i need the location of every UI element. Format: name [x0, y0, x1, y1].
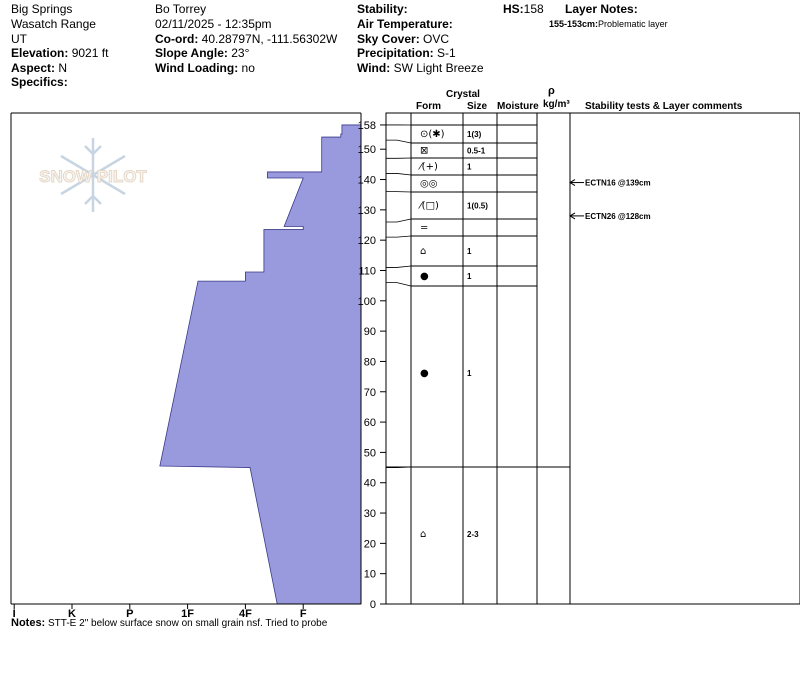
hardness-tick-label: 4F [238, 608, 252, 620]
notes-text: STT-E 2" below surface snow on small grain nsf. Tried to probe [48, 618, 328, 629]
aspect-value: N [58, 61, 68, 75]
datetime: 02/11/2025 - 12:35pm [155, 17, 272, 31]
slope-value: 23° [231, 46, 250, 60]
precip-value: S-1 [437, 46, 456, 60]
grain-size-value: 1 [467, 272, 472, 281]
depth-tick-label: 150 [357, 144, 376, 157]
grain-form-symbol: ⌂ [420, 246, 427, 257]
depth-tick-label: 10 [363, 568, 376, 581]
depth-tick-label: 140 [357, 174, 376, 187]
location: Big Springs [11, 2, 73, 16]
depth-tick-label: 130 [357, 204, 376, 217]
sky-value: OVC [423, 32, 450, 46]
layer-depth-connector [386, 219, 411, 222]
layer-table [386, 113, 800, 604]
layer-notes-label: Layer Notes: [565, 2, 638, 16]
grain-form-symbol: ⁄(□) [420, 200, 439, 212]
aspect-label: Aspect: [11, 61, 56, 75]
stability-test-label: ECTN26 @128cm [585, 211, 651, 221]
layer-note-text: Problematic layer [598, 19, 668, 29]
col-size: Size [467, 101, 488, 112]
elevation-value: 9021 ft [71, 46, 109, 60]
precip-label: Precipitation: [357, 46, 434, 60]
depth-tick-label: 100 [357, 295, 376, 308]
grain-size-value: 1(3) [467, 130, 482, 139]
col-crystal: Crystal [446, 89, 480, 100]
grain-size-value: 1(0.5) [467, 201, 488, 211]
layer-depth-connector [386, 266, 411, 267]
wind-loading-value: no [241, 61, 255, 75]
layer-depth-connector [386, 173, 411, 175]
grain-form-symbol: ⁄(+) [420, 161, 438, 173]
notes-label: Notes: [11, 617, 46, 629]
depth-tick-label: 40 [363, 477, 376, 490]
slope-label: Slope Angle: [155, 46, 228, 60]
grain-size-value: 1 [467, 247, 472, 256]
col-moisture: Moisture [497, 101, 539, 112]
depth-tick-label: 30 [363, 508, 376, 521]
hardness-profile [160, 125, 361, 604]
grain-size-value: 0.5-1 [467, 146, 486, 156]
hardness-area [160, 125, 361, 604]
state: UT [11, 32, 27, 46]
depth-tick-label: 70 [363, 386, 376, 399]
grain-form-symbol: ◎◎ [420, 178, 438, 190]
wind-loading-label: Wind Loading: [155, 61, 239, 75]
stability-label: Stability: [357, 2, 408, 16]
col-density-unit: kg/m³ [543, 99, 570, 110]
hardness-tick-label: F [299, 608, 307, 620]
elevation-label: Elevation: [11, 46, 69, 60]
coord-value: 40.28797N, -111.56302W [201, 32, 338, 46]
layer-depth-connector [386, 283, 411, 286]
stability-test-label: ECTN16 @139cm [585, 178, 651, 188]
grain-form-symbol: ● [420, 271, 429, 282]
grain-form-symbol: ⊙(✱) [420, 129, 445, 140]
hs-value: 158 [523, 2, 544, 16]
hardness-tick-label: I [12, 608, 16, 620]
hs-label: HS: [503, 2, 524, 16]
snowpilot-watermark [39, 138, 147, 212]
specifics-label: Specifics: [11, 75, 68, 89]
layer-depth-connector [386, 140, 411, 143]
layer-depth-connector [386, 236, 411, 237]
sky-label: Sky Cover: [357, 32, 420, 46]
grain-form-symbol: ⌂ [420, 529, 427, 540]
depth-tick-label: 120 [357, 235, 376, 248]
depth-tick-label: 158 [357, 119, 376, 132]
depth-tick-label: 50 [363, 447, 376, 460]
grain-size-value: 1 [467, 369, 472, 378]
grain-form-symbol: ⊠ [420, 145, 429, 157]
hardness-tick-label: P [126, 608, 134, 620]
grain-form-symbol: ● [420, 368, 429, 379]
depth-tick-label: 110 [358, 265, 376, 278]
col-form: Form [416, 101, 441, 112]
air-temp-label: Air Temperature: [357, 17, 453, 31]
coord-label: Co-ord: [155, 32, 199, 46]
wind-label: Wind: [357, 61, 391, 75]
watermark-text: SNOW PILOT [39, 167, 147, 186]
depth-tick-label: 90 [363, 326, 376, 339]
hardness-tick-label: 1F [181, 608, 195, 620]
grain-form-symbol: = [420, 222, 429, 234]
col-rho: ρ [548, 85, 555, 97]
hardness-tick-label: K [68, 608, 76, 620]
grain-size-value: 2-3 [467, 530, 479, 539]
grain-size-value: 1 [467, 162, 472, 172]
depth-tick-label: 0 [369, 599, 376, 611]
range: Wasatch Range [11, 17, 96, 31]
wind-value: SW Light Breeze [393, 61, 484, 75]
col-stability: Stability tests & Layer comments [585, 101, 743, 112]
depth-tick-label: 60 [363, 417, 376, 430]
layer-note-depth: 155-153cm: [549, 19, 599, 29]
depth-tick-label: 20 [363, 538, 376, 551]
depth-tick-label: 80 [363, 356, 376, 369]
observer: Bo Torrey [155, 2, 207, 16]
